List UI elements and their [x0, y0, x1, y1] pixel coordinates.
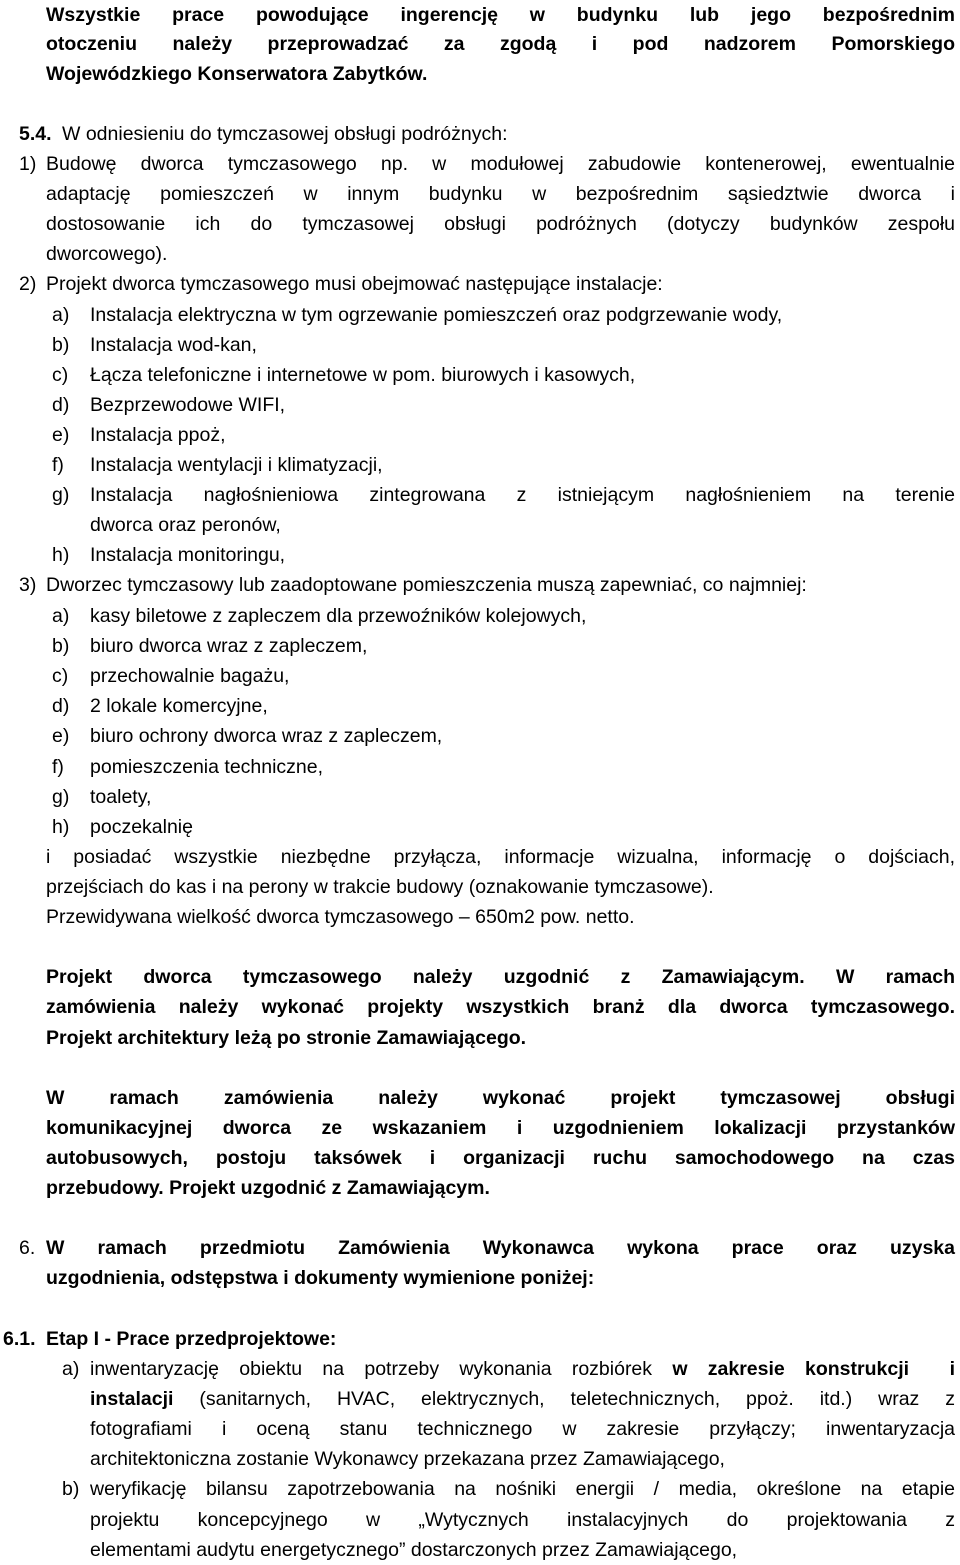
sublist-label: c) [52, 665, 69, 687]
text-line: W ramach zamówienia należy wykonać projekt tymczasowej obsługi [46, 1087, 955, 1109]
sublist-text: poczekalnię [90, 816, 193, 838]
sublist-text: fotografiami i oceną stanu technicznego w zakresie przyłączy; inwentaryzacja [90, 1418, 955, 1440]
section-number: 6. [19, 1237, 36, 1259]
sublist-label: e) [52, 424, 70, 446]
sublist-label: a) [62, 1358, 80, 1380]
sublist-label: e) [52, 725, 70, 747]
text-line: dostosowanie ich do tymczasowej obsługi podróżnych (dotyczy budynków zespołu [46, 213, 955, 235]
text-line: Projekt dworca tymczasowego należy uzgodnić z Zamawiającym. W ramach [46, 966, 955, 988]
sublist-label: d) [52, 394, 70, 416]
sublist-text: Instalacja wod-kan, [90, 334, 257, 356]
sublist-text: kasy biletowe z zapleczem dla przewoźników kolejowych, [90, 605, 587, 627]
list-label: 1) [19, 153, 37, 175]
sublist-label: g) [52, 484, 70, 506]
sublist-text: 2 lokale komercyjne, [90, 695, 268, 717]
sublist-text: Bezprzewodowe WIFI, [90, 394, 286, 416]
section-heading: Etap I - Prace przedprojektowe: [46, 1328, 337, 1350]
text-line: Projekt dworca tymczasowego musi obejmować następujące instalacje: [46, 273, 663, 295]
text-line: autobusowych, postoju taksówek i organizacji ruchu samochodowego na czas [46, 1147, 955, 1169]
text-line: W ramach przedmiotu Zamówienia Wykonawca wykona prace oraz uzyska [46, 1237, 955, 1259]
sublist-label: h) [52, 816, 70, 838]
sublist-text: Instalacja elektryczna w tym ogrzewanie pomieszczeń oraz podgrzewanie wody, [90, 304, 783, 326]
text-line: Przewidywana wielkość dworca tymczasowego – 650m2 pow. netto. [46, 906, 635, 928]
text-segment: (sanitarnych, HVAC, elektrycznych, teletechnicznych, ppoż. itd.) wraz z [173, 1388, 955, 1410]
sublist-label: b) [62, 1478, 80, 1500]
text-line: otoczeniu należy przeprowadzać za zgodą i pod nadzorem Pomorskiego [46, 33, 955, 55]
text-line: przebudowy. Projekt uzgodnić z Zamawiającym. [46, 1177, 490, 1199]
sublist-text [90, 1354, 955, 1384]
text-line: adaptację pomieszczeń w innym budynku w bezpośrednim sąsiedztwie dworca i [46, 183, 955, 205]
sublist-label: d) [52, 695, 70, 717]
sublist-label: g) [52, 786, 70, 808]
text-segment: inwentaryzację obiektu na potrzeby wykonania rozbiórek [90, 1358, 673, 1380]
sublist-text: projektu koncepcyjnego w „Wytycznych instalacyjnych do projektowania z [90, 1509, 955, 1531]
text-line: Projekt architektury leżą po stronie Zamawiającego. [46, 1027, 527, 1049]
text-line: komunikacyjnej dworca ze wskazaniem i uzgodnieniem lokalizacji przystanków [46, 1117, 955, 1139]
sublist-label: a) [52, 605, 70, 627]
sublist-text: dworca oraz peronów, [90, 514, 281, 536]
text-line: Dworzec tymczasowy lub zaadoptowane pomieszczenia muszą zapewniać, co najmniej: [46, 574, 807, 596]
list-label: 3) [19, 574, 37, 596]
section-number: 6.1. [3, 1328, 36, 1350]
sublist-text: Instalacja wentylacji i klimatyzacji, [90, 454, 383, 476]
section-number: 5.4. [19, 123, 52, 145]
sublist-label: h) [52, 544, 70, 566]
sublist-label: a) [52, 304, 70, 326]
sublist-label: b) [52, 334, 70, 356]
text-line: Budowę dworca tymczasowego np. w modułowej zabudowie kontenerowej, ewentualnie [46, 153, 955, 175]
list-label: 2) [19, 273, 37, 295]
sublist-text: Instalacja ppoż, [90, 424, 226, 446]
sublist-label: b) [52, 635, 70, 657]
section-heading: W odniesieniu do tymczasowej obsługi podróżnych: [62, 123, 508, 145]
sublist-text: architektoniczna zostanie Wykonawcy przekazana przez Zamawiającego, [90, 1448, 725, 1470]
sublist-label: c) [52, 364, 69, 386]
sublist-text: weryfikację bilansu zapotrzebowania na nośniki energii / media, określone na etapie [90, 1478, 955, 1500]
text-line: przejściach do kas i na perony w trakcie budowy (oznakowanie tymczasowe). [46, 876, 714, 898]
bold-text-segment: instalacji [90, 1388, 174, 1410]
sublist-text: biuro ochrony dworca wraz z zapleczem, [90, 725, 443, 747]
bold-text-segment: w zakresie konstrukcji i [672, 1358, 955, 1380]
sublist-text: pomieszczenia techniczne, [90, 756, 324, 778]
sublist-text: przechowalnie bagażu, [90, 665, 290, 687]
sublist-text: toalety, [90, 786, 152, 808]
text-line: Wojewódzkiego Konserwatora Zabytków. [46, 63, 428, 85]
text-line: dworcowego). [46, 243, 168, 265]
text-line: zamówienia należy wykonać projekty wszystkich branż dla dworca tymczasowego. [46, 996, 955, 1018]
text-line: i posiadać wszystkie niezbędne przyłącza, informacje wizualna, informację o dojściach, [46, 846, 955, 868]
sublist-text: Łącza telefoniczne i internetowe w pom. biurowych i kasowych, [90, 364, 636, 386]
sublist-text: Instalacja nagłośnieniowa zintegrowana z istniejącym nagłośnieniem na terenie [90, 484, 955, 506]
text-line: Wszystkie prace powodujące ingerencję w budynku lub jego bezpośrednim [46, 4, 955, 26]
sublist-text: elementami audytu energetycznego” dostarczonych przez Zamawiającego, [90, 1539, 738, 1561]
text-line: uzgodnienia, odstępstwa i dokumenty wymienione poniżej: [46, 1267, 595, 1289]
sublist-text: Instalacja monitoringu, [90, 544, 286, 566]
sublist-label: f) [52, 454, 64, 476]
sublist-label: f) [52, 756, 64, 778]
sublist-text: biuro dworca wraz z zapleczem, [90, 635, 368, 657]
sublist-text [90, 1384, 955, 1414]
